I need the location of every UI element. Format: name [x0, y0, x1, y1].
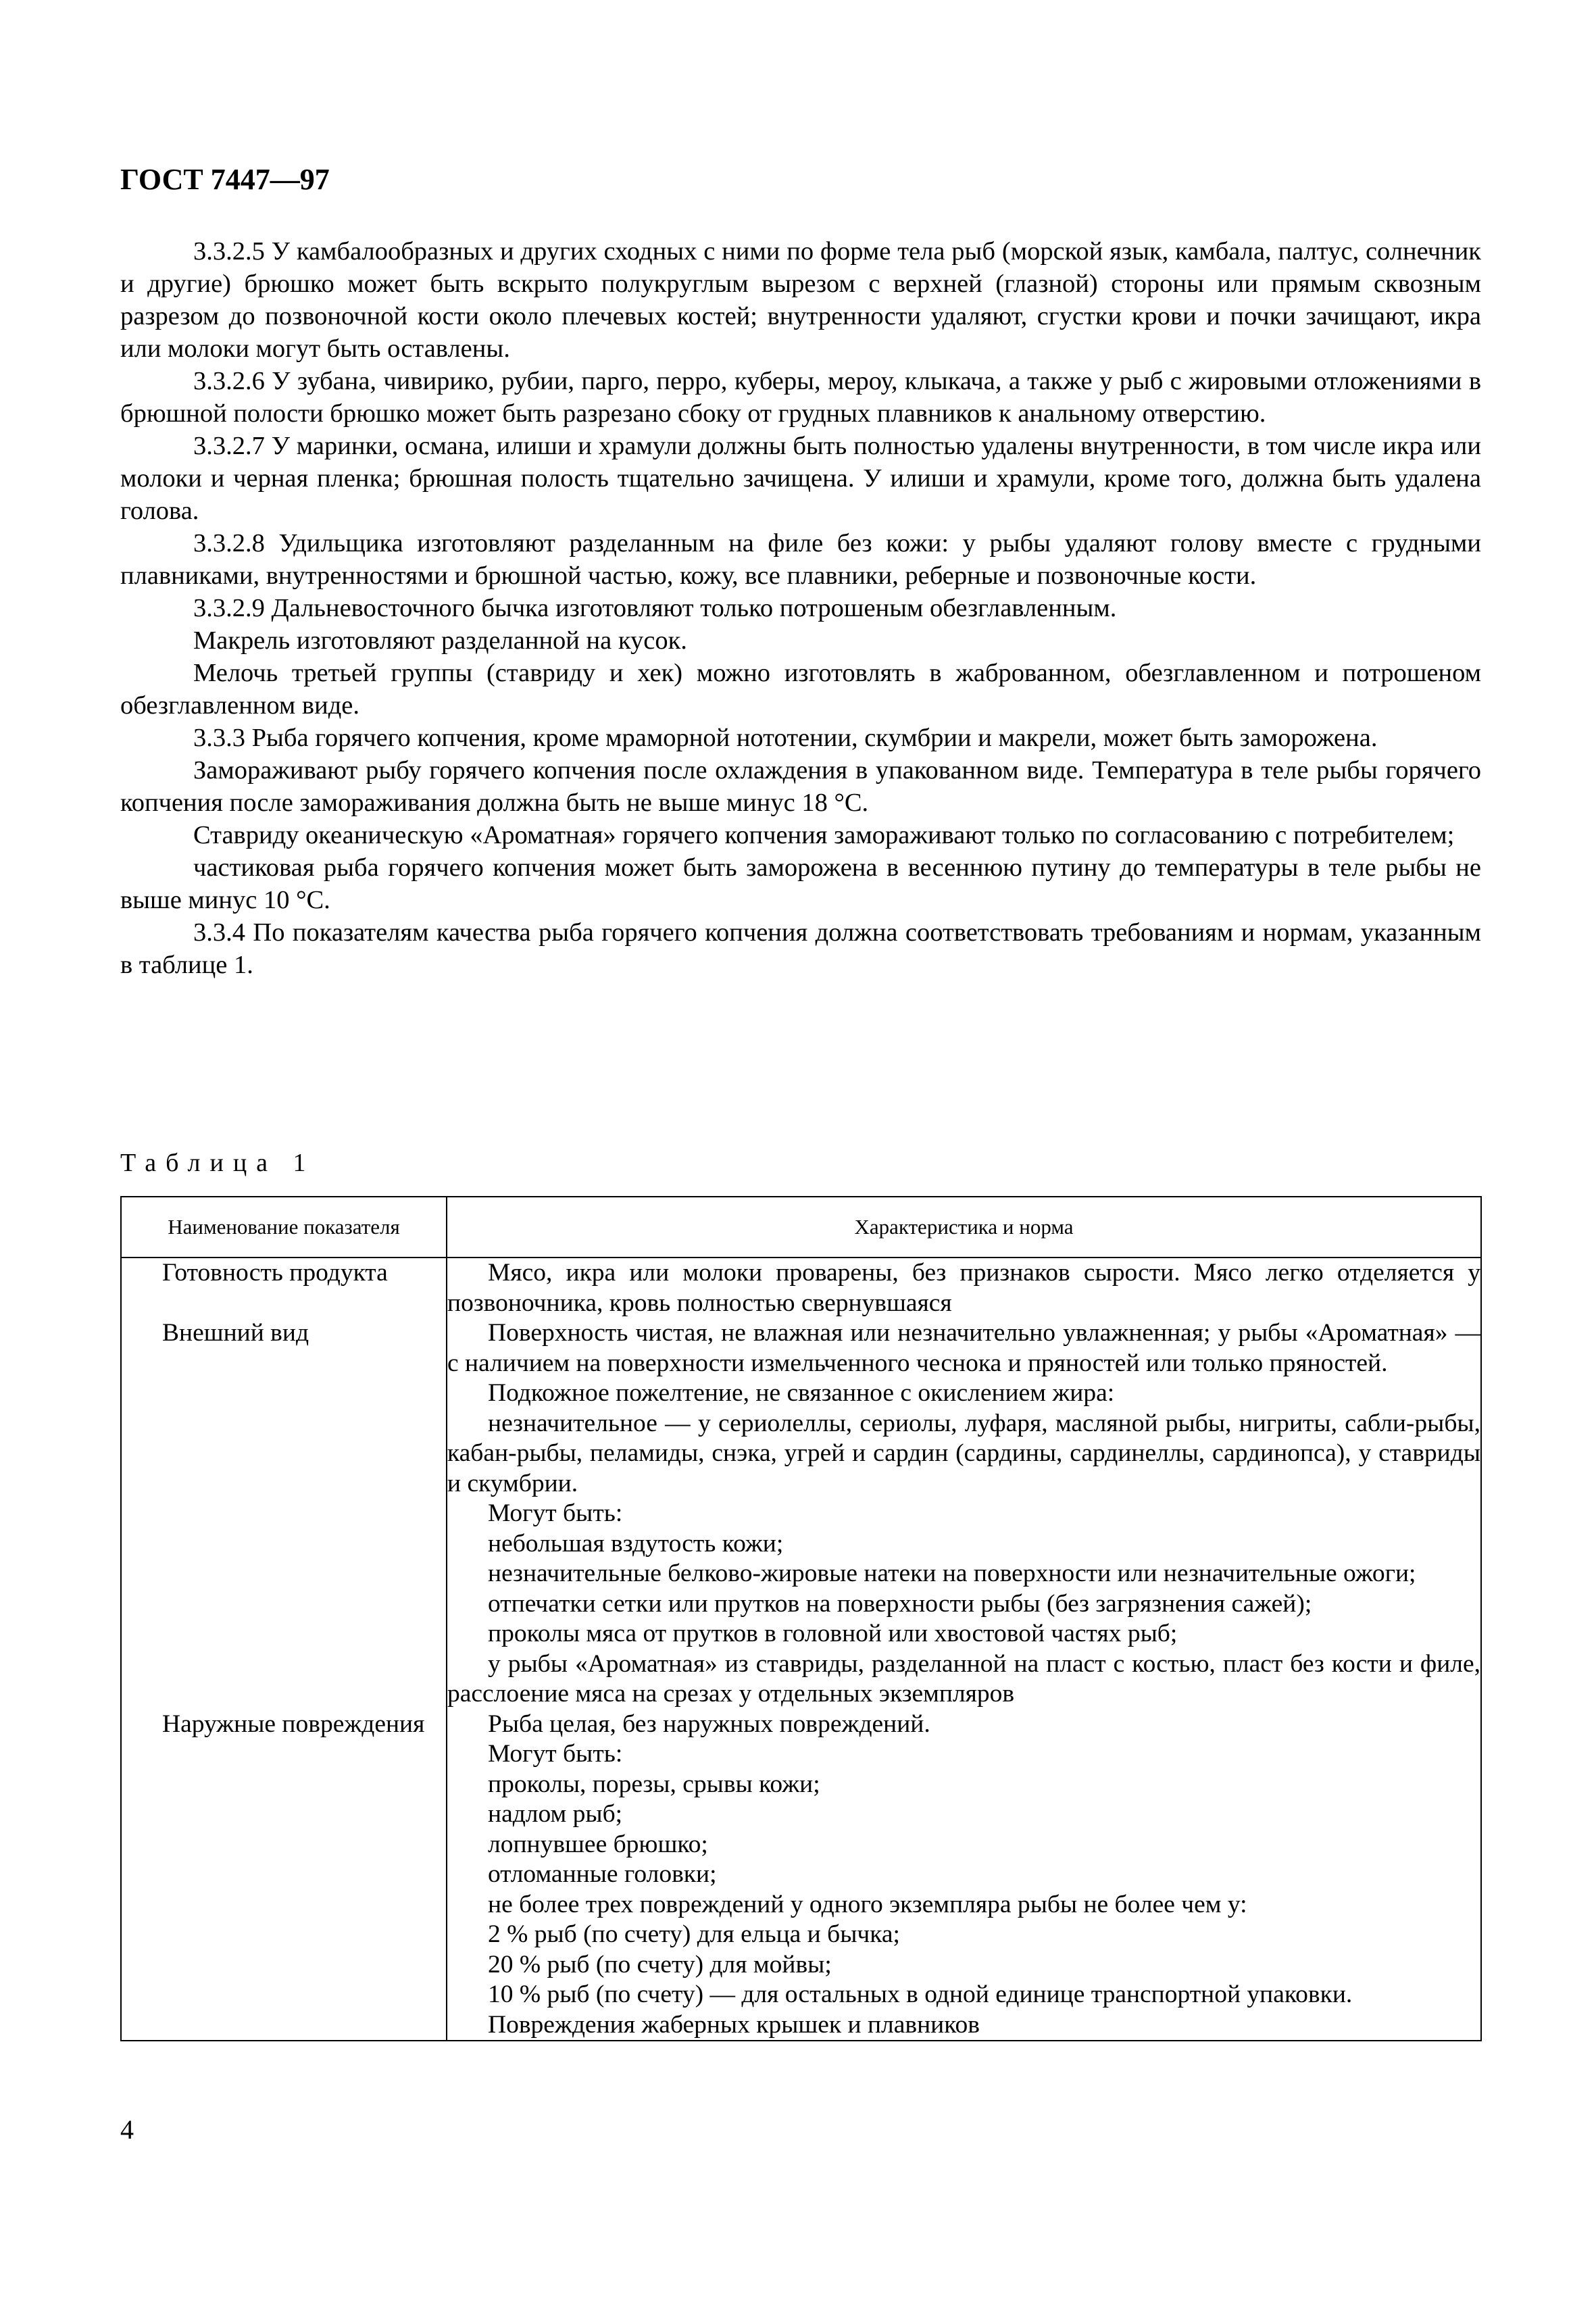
paragraph-chastikovaya: частиковая рыба горячего копчения может быть заморожена в весеннюю путину до температуры в теле рыбы не выше минус 10 °С. — [120, 853, 1481, 914]
paragraph-3-3-2-7: 3.3.2.7 У маринки, османа, илиши и храмули должны быть полностью удалены внутренности, в том числе икра или молоки и черная пленка; брюшная полость тщательно зачищена. У илиши и храмули, кроме того, должна быть удалена голова. — [120, 432, 1481, 525]
page-number: 4 — [120, 2114, 134, 2145]
indicator-cell — [121, 1318, 447, 1710]
characteristic-line: незначительное — у сериолеллы, сериолы, луфаря, масляной рыбы, нигриты, сабли-рыбы, кабан-рыбы, пеламиды, снэка, угрей и сардин (сардины, сардинеллы, сардинопса), у ставриды и скумбрии. — [447, 1409, 1480, 1497]
indicator-cell — [121, 1710, 447, 2041]
characteristic-line: незначительные белково-жировые натеки на поверхности или незначительные ожоги; — [488, 1560, 1416, 1587]
column-header-characteristic: Характеристика и норма — [447, 1197, 1481, 1258]
quality-table — [120, 1196, 1482, 2041]
characteristic-line: Подкожное пожелтение, не связанное с окислением жира: — [488, 1379, 1115, 1407]
paragraph-zamorazhivayut: Замораживают рыбу горячего копчения после охлаждения в упакованном виде. Температура в теле рыбы горячего копчения после замораживания должна быть не выше минус 18 °С. — [120, 756, 1481, 817]
indicator-cell — [121, 1258, 447, 1318]
characteristic-line: надлом рыб; — [488, 1800, 623, 1828]
table-row — [121, 1710, 1481, 2041]
paragraph-3-3-3: 3.3.3 Рыба горячего копчения, кроме мраморной нототении, скумбрии и макрели, может быть заморожена. — [193, 724, 1378, 752]
paragraph-makrel: Макрель изготовляют разделанной на кусок. — [193, 626, 687, 655]
characteristic-line: Могут быть: — [488, 1740, 623, 1768]
indicator-name: Внешний вид — [162, 1319, 309, 1347]
paragraph-3-3-2-6: 3.3.2.6 У зубана, чивирико, рубии, парго, перро, куберы, мероу, клыкача, а также у рыб с жировыми отложениями в брюшной полости брюшко может быть разрезано сбоку от грудных плавников к анальному отверстию. — [120, 367, 1481, 428]
table-row — [121, 1318, 1481, 1710]
body-text — [120, 235, 1481, 981]
characteristic-line: отпечатки сетки или прутков на поверхности рыбы (без загрязнения сажей); — [488, 1589, 1312, 1618]
characteristic-cell — [447, 1318, 1481, 1710]
column-header-indicator: Наименование показателя — [121, 1197, 447, 1258]
characteristic-line: 10 % рыб (по счету) — для остальных в одной единице транспортной упаковки. — [488, 1981, 1353, 2008]
characteristic-line: Могут быть: — [488, 1499, 623, 1527]
characteristic-line: небольшая вздутость кожи; — [488, 1529, 784, 1558]
paragraph-3-3-2-8: 3.3.2.8 Удильщика изготовляют разделанным на филе без кожи: у рыбы удаляют голову вместе с грудными плавниками, внутренностями и брюшной частью, кожу, все плавники, реберные и позвоночные кости. — [120, 529, 1481, 590]
characteristic-line: Мясо, икра или молоки проварены, без признаков сырости. Мясо легко отделяется у позвоночника, кровь полностью свернувшаяся — [447, 1259, 1480, 1317]
table-row — [121, 1258, 1481, 1318]
characteristic-line: проколы мяса от прутков в головной или хвостовой частях рыб; — [488, 1620, 1178, 1647]
paragraph-3-3-2-5: 3.3.2.5 У камбалообразных и других сходных с ними по форме тела рыб (морской язык, камбала, палтус, солнечник и другие) брюшко может быть вскрыто полукруглым вырезом с верхней (глазной) стороны или прямым сквозным разрезом до позвоночной кости около плечевых костей; внутренности удаляют, сгустки крови и почки зачищают, икра или молоки могут быть оставлены. — [120, 237, 1481, 363]
document-header-title: ГОСТ 7447—97 — [120, 163, 330, 196]
characteristic-cell — [447, 1710, 1481, 2041]
indicator-name: Готовность продукта — [162, 1259, 388, 1287]
paragraph-3-3-4: 3.3.4 По показателям качества рыба горячего копчения должна соответствовать требованиям и нормам, указанным в таблице 1. — [120, 918, 1481, 979]
characteristic-cell — [447, 1258, 1481, 1318]
table-caption: Таблица 1 — [120, 1149, 316, 1177]
paragraph-meloch: Мелочь третьей группы (ставриду и хек) можно изготовлять в жаброванном, обезглавленном и потрошеном обезглавленном виде. — [120, 659, 1481, 720]
characteristic-line: не более трех повреждений у одного экземпляра рыбы не более чем у: — [488, 1890, 1247, 1918]
characteristic-line: у рыбы «Ароматная» из ставриды, разделанной на пласт с костью, пласт без кости и филе, расслоение мяса на срезах у отдельных экземпляров — [447, 1649, 1480, 1708]
paragraph-stavrida: Ставриду океаническую «Ароматная» горячего копчения замораживают только по согласованию с потребителем; — [193, 821, 1455, 849]
characteristic-line: 20 % рыб (по счету) для мойвы; — [488, 1950, 832, 1978]
characteristic-line: Повреждения жаберных крышек и плавников — [488, 2010, 980, 2039]
characteristic-line: проколы, порезы, срывы кожи; — [488, 1770, 820, 1798]
characteristic-line: лопнувшее брюшко; — [488, 1830, 708, 1858]
table-header-row — [121, 1197, 1481, 1258]
characteristic-line: Рыба целая, без наружных повреждений. — [488, 1710, 930, 1738]
indicator-name: Наружные повреждения — [162, 1710, 425, 1738]
characteristic-line: Поверхность чистая, не влажная или незначительно увлажненная; у рыбы «Ароматная» — с наличием на поверхности измельченного чеснока и пряностей или только пряностей. — [447, 1319, 1480, 1377]
characteristic-line: отломанные головки; — [488, 1860, 717, 1888]
paragraph-3-3-2-9: 3.3.2.9 Дальневосточного бычка изготовляют только потрошеным обезглавленным. — [193, 594, 1117, 622]
characteristic-line: 2 % рыб (по счету) для ельца и бычка; — [488, 1920, 900, 1948]
